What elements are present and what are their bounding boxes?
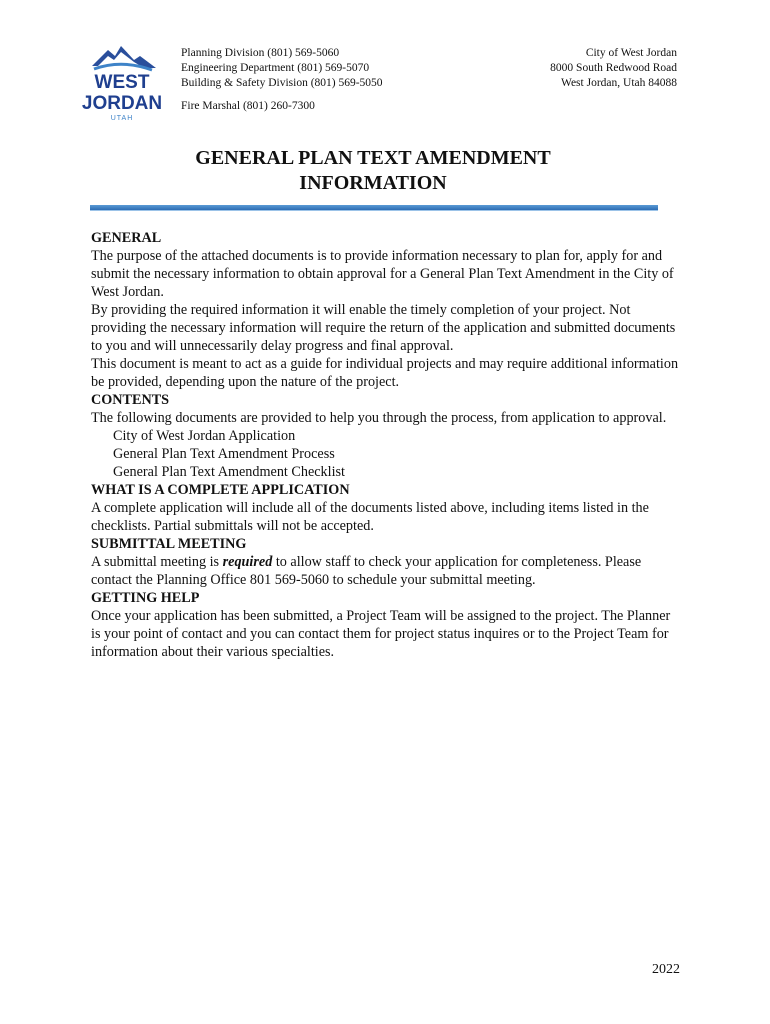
street-address: 8000 South Redwood Road <box>550 62 677 74</box>
page-title <box>0 146 746 196</box>
city-state-zip: West Jordan, Utah 84088 <box>561 77 677 89</box>
footer-year: 2022 <box>652 962 680 977</box>
logo-line-jordan: JORDAN <box>81 93 163 114</box>
document-body <box>91 229 681 661</box>
city-address <box>550 46 677 91</box>
department-contacts <box>181 46 383 114</box>
title-divider <box>90 205 658 211</box>
general-paragraph-2: By providing the required information it will enable the timely completion of your project. Not providing the necessary information will require the return of the application and submitted documents to you and will unnecessarily delay progress and final approval. <box>91 302 676 354</box>
city-name: City of West Jordan <box>585 47 677 59</box>
general-paragraph-1: The purpose of the attached documents is to provide information necessary to plan for, apply for and submit the necessary information to obtain approval for a General Plan Text Amendment in the City of West Jordan. <box>91 248 674 300</box>
submittal-meeting-text <box>91 553 681 589</box>
contents-list <box>91 427 681 481</box>
complete-application-text: A complete application will include all of the documents listed above, including items listed in the checklists. Partial submittals will not be accepted. <box>91 500 649 534</box>
building-contact: Building & Safety Division (801) 569-5050 <box>181 77 383 89</box>
title-line-1: GENERAL PLAN TEXT AMENDMENT <box>195 147 551 169</box>
meeting-text-before: A submittal meeting is <box>91 554 223 570</box>
logo-line-west: WEST <box>94 72 150 93</box>
list-item: General Plan Text Amendment Checklist <box>113 464 345 480</box>
engineering-contact: Engineering Department (801) 569-5070 <box>181 62 370 74</box>
complete-application-heading: WHAT IS A COMPLETE APPLICATION <box>91 482 350 498</box>
planning-contact: Planning Division (801) 569-5060 <box>181 47 340 59</box>
general-paragraph-3: This document is meant to act as a guide for individual projects and may require additional information be provided, depending upon the nature of the project. <box>91 356 679 390</box>
fire-marshal-contact: Fire Marshal (801) 260-7300 <box>181 100 315 112</box>
general-heading: GENERAL <box>91 230 162 246</box>
mountain-logo-icon <box>74 42 170 124</box>
title-line-2: INFORMATION <box>299 172 447 194</box>
contents-intro: The following documents are provided to help you through the process, from application to approval. <box>91 410 667 426</box>
submittal-meeting-heading: SUBMITTAL MEETING <box>91 536 247 552</box>
meeting-text-after: to allow staff to check your application for completeness. Please contact the Planning Office 801 569-5060 to schedule your submittal meeting. <box>91 554 642 588</box>
list-item: City of West Jordan Application <box>113 428 296 444</box>
required-emphasis: required <box>222 554 273 570</box>
west-jordan-logo <box>74 42 170 124</box>
list-item: General Plan Text Amendment Process <box>113 446 335 462</box>
getting-help-heading: GETTING HELP <box>91 590 200 606</box>
contents-heading: CONTENTS <box>91 392 170 408</box>
getting-help-text: Once your application has been submitted, a Project Team will be assigned to the project. The Planner is your point of contact and you can contact them for project status inquires or to the Project Team for information about their various specialties. <box>91 608 671 660</box>
logo-line-utah: UTAH <box>110 115 134 122</box>
